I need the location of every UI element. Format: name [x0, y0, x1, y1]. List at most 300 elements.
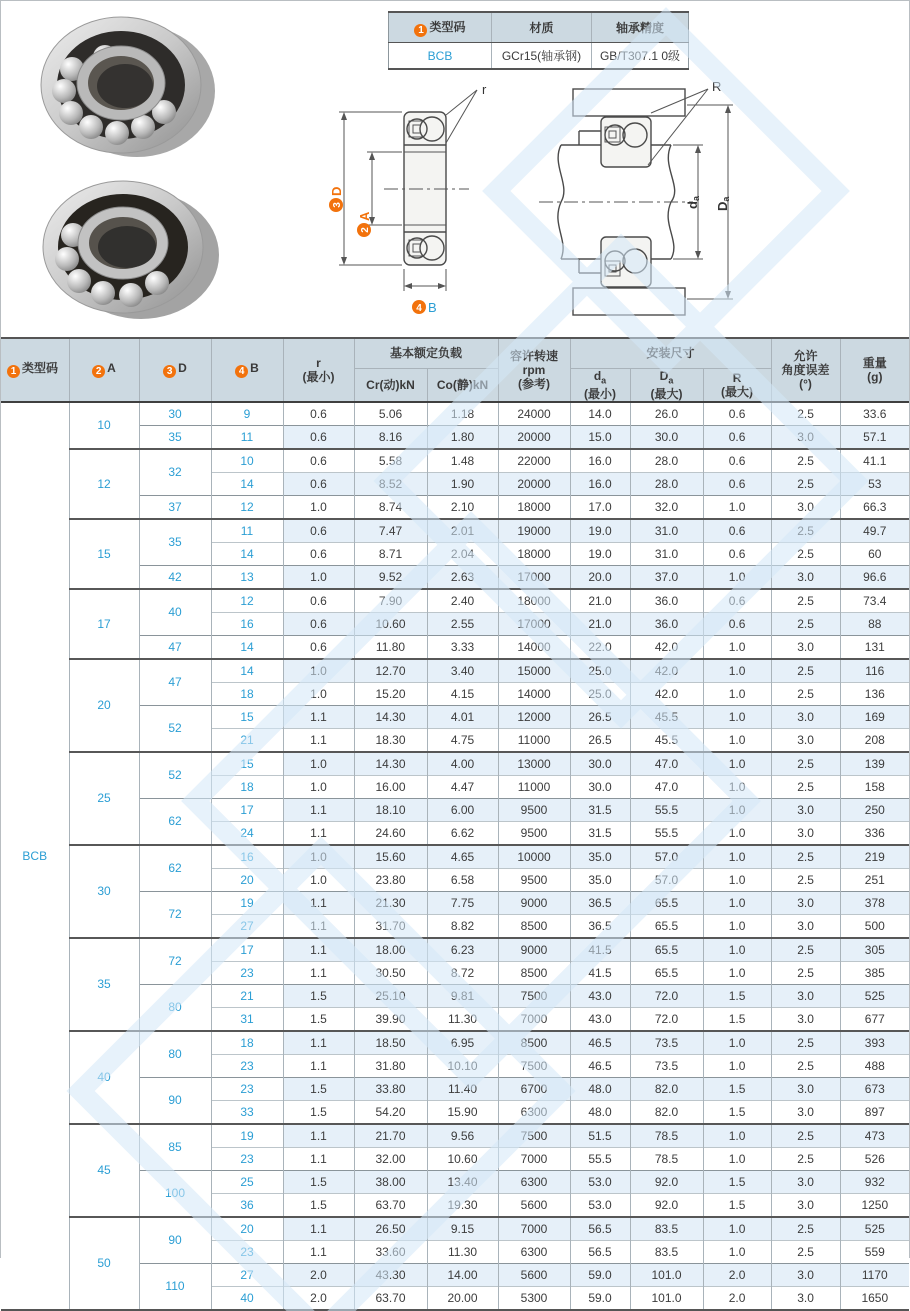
cell-rpm: 7500 — [498, 1054, 570, 1077]
cell-R: 1.0 — [703, 914, 771, 938]
svg-text:4: 4 — [416, 303, 422, 314]
cell-d-group: 47 — [139, 635, 211, 659]
cell-rpm: 7000 — [498, 1147, 570, 1170]
main-table-tbody — [1, 402, 909, 1310]
cell-R: 1.0 — [703, 1217, 771, 1241]
cell-b: 23 — [211, 961, 283, 984]
cell-cr: 18.10 — [354, 798, 427, 821]
cell-cr: 8.52 — [354, 472, 427, 495]
cell-r: 1.5 — [283, 1007, 354, 1031]
badge-1: 1 — [414, 24, 427, 37]
cell-weight: 1650 — [840, 1286, 909, 1310]
header-co: Co(静)kN — [427, 368, 498, 402]
cell-co: 2.01 — [427, 519, 498, 543]
table-row — [1, 845, 909, 869]
cell-da: 59.0 — [570, 1263, 630, 1286]
cell-R: 1.0 — [703, 728, 771, 752]
cell-b: 20 — [211, 868, 283, 891]
cell-b: 21 — [211, 984, 283, 1007]
cell-a-group: 30 — [69, 845, 139, 938]
cell-rpm: 22000 — [498, 449, 570, 473]
label-A — [357, 211, 372, 237]
cell-co: 13.40 — [427, 1170, 498, 1193]
cell-da: 41.5 — [570, 938, 630, 962]
cell-d-group: 80 — [139, 984, 211, 1031]
cell-weight: 526 — [840, 1147, 909, 1170]
cell-weight: 219 — [840, 845, 909, 869]
table-row — [1, 1217, 909, 1241]
header-type-code: 1 类型码 — [1, 338, 69, 402]
cell-weight: 53 — [840, 472, 909, 495]
cell-r: 1.0 — [283, 565, 354, 589]
cell-Da: 101.0 — [630, 1263, 703, 1286]
cell-rpm: 5600 — [498, 1193, 570, 1217]
cell-Da: 82.0 — [630, 1100, 703, 1124]
cell-Da: 65.5 — [630, 961, 703, 984]
cell-weight: 1170 — [840, 1263, 909, 1286]
cell-R: 1.0 — [703, 1054, 771, 1077]
cell-r: 1.1 — [283, 798, 354, 821]
cell-rpm: 9500 — [498, 821, 570, 845]
cell-angle: 2.5 — [771, 845, 840, 869]
cell-b: 11 — [211, 519, 283, 543]
cell-b: 16 — [211, 845, 283, 869]
cell-angle: 2.5 — [771, 1124, 840, 1148]
cell-angle: 2.5 — [771, 519, 840, 543]
cell-co: 9.15 — [427, 1217, 498, 1241]
cell-d-group: 62 — [139, 845, 211, 892]
cell-r: 1.1 — [283, 821, 354, 845]
info-header-row — [389, 12, 689, 43]
cell-r: 0.6 — [283, 472, 354, 495]
cell-r: 1.1 — [283, 728, 354, 752]
cell-cr: 63.70 — [354, 1286, 427, 1310]
cell-r: 1.0 — [283, 775, 354, 798]
cell-co: 1.80 — [427, 425, 498, 449]
cell-rpm: 6300 — [498, 1170, 570, 1193]
cell-Da: 31.0 — [630, 542, 703, 565]
cell-angle: 3.0 — [771, 425, 840, 449]
cell-r: 1.5 — [283, 984, 354, 1007]
cell-co: 4.65 — [427, 845, 498, 869]
cell-weight: 1250 — [840, 1193, 909, 1217]
cell-rpm: 13000 — [498, 752, 570, 776]
cell-Da: 47.0 — [630, 752, 703, 776]
cell-rpm: 18000 — [498, 495, 570, 519]
cell-Da: 57.0 — [630, 868, 703, 891]
cell-R: 1.5 — [703, 1100, 771, 1124]
cell-da: 20.0 — [570, 565, 630, 589]
cell-da: 21.0 — [570, 612, 630, 635]
cell-rpm: 17000 — [498, 565, 570, 589]
cell-weight: 57.1 — [840, 425, 909, 449]
cell-d-group: 47 — [139, 659, 211, 706]
cell-r: 0.6 — [283, 519, 354, 543]
cell-a-group: 45 — [69, 1124, 139, 1217]
label-Da — [715, 196, 731, 211]
cell-weight: 169 — [840, 705, 909, 728]
cell-Da: 78.5 — [630, 1147, 703, 1170]
cell-cr: 24.60 — [354, 821, 427, 845]
cell-b: 23 — [211, 1077, 283, 1100]
label-R: R — [712, 79, 722, 94]
cell-cr: 12.70 — [354, 659, 427, 683]
cell-da: 21.0 — [570, 589, 630, 613]
cell-a-group: 20 — [69, 659, 139, 752]
cell-b: 18 — [211, 775, 283, 798]
cell-co: 20.00 — [427, 1286, 498, 1310]
cell-angle: 2.5 — [771, 449, 840, 473]
cell-da: 56.5 — [570, 1217, 630, 1241]
cell-b: 25 — [211, 1170, 283, 1193]
cell-rpm: 9000 — [498, 891, 570, 914]
cell-r: 0.6 — [283, 635, 354, 659]
cell-a-group: 12 — [69, 449, 139, 519]
cell-co: 10.10 — [427, 1054, 498, 1077]
cell-rpm: 6300 — [498, 1100, 570, 1124]
cell-da: 15.0 — [570, 425, 630, 449]
cell-R: 1.0 — [703, 845, 771, 869]
cell-d-group: 40 — [139, 589, 211, 636]
cell-weight: 73.4 — [840, 589, 909, 613]
cell-r: 0.6 — [283, 612, 354, 635]
cell-cr: 15.60 — [354, 845, 427, 869]
cell-b: 23 — [211, 1240, 283, 1263]
cell-d-group: 42 — [139, 565, 211, 589]
cell-r: 1.0 — [283, 845, 354, 869]
cell-R: 0.6 — [703, 542, 771, 565]
header-speed: 容许转速 rpm (参考) — [498, 338, 570, 402]
cell-R: 1.0 — [703, 705, 771, 728]
cell-rpm: 11000 — [498, 728, 570, 752]
cell-weight: 525 — [840, 1217, 909, 1241]
cell-cr: 31.80 — [354, 1054, 427, 1077]
table-row — [1, 752, 909, 776]
badge-1: 1 — [7, 365, 20, 378]
cell-cr: 14.30 — [354, 752, 427, 776]
cell-rpm: 5300 — [498, 1286, 570, 1310]
cell-da: 55.5 — [570, 1147, 630, 1170]
cell-R: 2.0 — [703, 1263, 771, 1286]
cell-R: 2.0 — [703, 1286, 771, 1310]
cell-weight: 136 — [840, 682, 909, 705]
cell-r: 1.1 — [283, 914, 354, 938]
cell-R: 1.0 — [703, 938, 771, 962]
cell-rpm: 24000 — [498, 402, 570, 426]
cell-R: 1.5 — [703, 1170, 771, 1193]
cell-cr: 30.50 — [354, 961, 427, 984]
cell-cr: 31.70 — [354, 914, 427, 938]
cell-weight: 673 — [840, 1077, 909, 1100]
cell-angle: 3.0 — [771, 1077, 840, 1100]
cell-da: 25.0 — [570, 682, 630, 705]
cell-rpm: 7500 — [498, 1124, 570, 1148]
cell-Da: 92.0 — [630, 1193, 703, 1217]
cell-cr: 26.50 — [354, 1217, 427, 1241]
cell-co: 4.75 — [427, 728, 498, 752]
cell-co: 8.82 — [427, 914, 498, 938]
cell-da: 51.5 — [570, 1124, 630, 1148]
cell-r: 0.6 — [283, 425, 354, 449]
cell-R: 0.6 — [703, 612, 771, 635]
cell-a-group: 50 — [69, 1217, 139, 1310]
cell-Da: 47.0 — [630, 775, 703, 798]
cell-angle: 2.5 — [771, 659, 840, 683]
table-row — [1, 938, 909, 962]
cell-R: 0.6 — [703, 425, 771, 449]
cell-cr: 32.00 — [354, 1147, 427, 1170]
cell-Da: 65.5 — [630, 891, 703, 914]
cell-weight: 393 — [840, 1031, 909, 1055]
cell-da: 53.0 — [570, 1170, 630, 1193]
cell-co: 6.23 — [427, 938, 498, 962]
table-row — [1, 659, 909, 683]
cell-co: 19.30 — [427, 1193, 498, 1217]
header-a: 2 A — [69, 338, 139, 402]
header-b: 4 B — [211, 338, 283, 402]
cell-b: 15 — [211, 752, 283, 776]
cell-cr: 8.16 — [354, 425, 427, 449]
cell-b: 17 — [211, 938, 283, 962]
cell-cr: 21.70 — [354, 1124, 427, 1148]
info-header-type-code: 1 类型码 — [389, 12, 492, 43]
cell-cr: 8.71 — [354, 542, 427, 565]
cell-co: 4.47 — [427, 775, 498, 798]
cell-rpm: 10000 — [498, 845, 570, 869]
info-table — [388, 11, 689, 70]
cell-rpm: 19000 — [498, 519, 570, 543]
cell-co: 10.60 — [427, 1147, 498, 1170]
cell-da: 46.5 — [570, 1031, 630, 1055]
cell-b: 27 — [211, 1263, 283, 1286]
cell-weight: 488 — [840, 1054, 909, 1077]
cell-angle: 3.0 — [771, 1286, 840, 1310]
cell-da: 19.0 — [570, 542, 630, 565]
table-row — [1, 519, 909, 543]
cell-Da: 28.0 — [630, 472, 703, 495]
cell-b: 18 — [211, 682, 283, 705]
cell-weight: 66.3 — [840, 495, 909, 519]
cell-cr: 5.06 — [354, 402, 427, 426]
cell-R: 1.0 — [703, 1147, 771, 1170]
cell-d-group: 35 — [139, 519, 211, 566]
svg-text:D: D — [329, 186, 344, 196]
cell-angle: 2.5 — [771, 868, 840, 891]
cell-b: 14 — [211, 542, 283, 565]
cell-Da: 101.0 — [630, 1286, 703, 1310]
cell-r: 0.6 — [283, 589, 354, 613]
cell-da: 30.0 — [570, 775, 630, 798]
cell-rpm: 8500 — [498, 1031, 570, 1055]
cell-angle: 3.0 — [771, 821, 840, 845]
svg-text:B: B — [428, 300, 437, 315]
cell-rpm: 6700 — [498, 1077, 570, 1100]
bearing-photo-1 — [9, 9, 249, 167]
cell-da: 53.0 — [570, 1193, 630, 1217]
cell-weight: 677 — [840, 1007, 909, 1031]
cell-R: 0.6 — [703, 519, 771, 543]
cell-R: 0.6 — [703, 449, 771, 473]
cell-R: 1.0 — [703, 961, 771, 984]
info-material-value: GCr15(轴承钢) — [492, 43, 592, 70]
cell-da: 48.0 — [570, 1100, 630, 1124]
cell-da: 41.5 — [570, 961, 630, 984]
cell-d-group: 90 — [139, 1077, 211, 1124]
main-table-header — [1, 338, 909, 402]
cell-R: 1.5 — [703, 1007, 771, 1031]
cell-Da: 42.0 — [630, 659, 703, 683]
cell-angle: 3.0 — [771, 798, 840, 821]
cell-cr: 38.00 — [354, 1170, 427, 1193]
cell-d-group: 85 — [139, 1124, 211, 1171]
cell-r: 1.1 — [283, 1147, 354, 1170]
cell-b: 19 — [211, 891, 283, 914]
cell-Da: 65.5 — [630, 914, 703, 938]
cell-b: 36 — [211, 1193, 283, 1217]
cell-R: 1.0 — [703, 891, 771, 914]
info-header-material: 材质 — [492, 12, 592, 43]
cell-rpm: 8500 — [498, 961, 570, 984]
cell-R: 1.0 — [703, 682, 771, 705]
cell-weight: 473 — [840, 1124, 909, 1148]
table-row — [1, 402, 909, 426]
cell-rpm: 12000 — [498, 705, 570, 728]
cell-cr: 21.30 — [354, 891, 427, 914]
cell-b: 33 — [211, 1100, 283, 1124]
cell-b: 19 — [211, 1124, 283, 1148]
cell-angle: 2.5 — [771, 1240, 840, 1263]
cell-Da: 65.5 — [630, 938, 703, 962]
cell-weight: 336 — [840, 821, 909, 845]
cell-a-group: 10 — [69, 402, 139, 449]
cell-b: 13 — [211, 565, 283, 589]
cell-da: 26.5 — [570, 705, 630, 728]
cell-R: 1.0 — [703, 565, 771, 589]
cell-da: 46.5 — [570, 1054, 630, 1077]
cell-cr: 5.58 — [354, 449, 427, 473]
cell-rpm: 9500 — [498, 798, 570, 821]
cell-Da: 32.0 — [630, 495, 703, 519]
cell-angle: 2.5 — [771, 1217, 840, 1241]
cell-weight: 378 — [840, 891, 909, 914]
cell-Da: 83.5 — [630, 1240, 703, 1263]
cell-rpm: 8500 — [498, 914, 570, 938]
cell-co: 1.90 — [427, 472, 498, 495]
cell-rpm: 7000 — [498, 1007, 570, 1031]
cell-weight: 559 — [840, 1240, 909, 1263]
cell-rpm: 7500 — [498, 984, 570, 1007]
cell-angle: 2.5 — [771, 752, 840, 776]
cell-R: 1.0 — [703, 1031, 771, 1055]
cell-angle: 3.0 — [771, 495, 840, 519]
cell-Da: 73.5 — [630, 1054, 703, 1077]
cell-cr: 16.00 — [354, 775, 427, 798]
cell-Da: 55.5 — [630, 798, 703, 821]
cell-b: 17 — [211, 798, 283, 821]
cell-Da: 78.5 — [630, 1124, 703, 1148]
cell-da: 56.5 — [570, 1240, 630, 1263]
cell-da: 35.0 — [570, 868, 630, 891]
cell-Da: 28.0 — [630, 449, 703, 473]
cell-b: 27 — [211, 914, 283, 938]
cell-co: 4.01 — [427, 705, 498, 728]
cell-co: 2.40 — [427, 589, 498, 613]
cell-d-group: 35 — [139, 425, 211, 449]
cell-r: 1.1 — [283, 1054, 354, 1077]
cell-b: 12 — [211, 495, 283, 519]
cell-a-group: 25 — [69, 752, 139, 845]
cell-cr: 39.90 — [354, 1007, 427, 1031]
cell-r: 1.1 — [283, 891, 354, 914]
cell-R: 1.0 — [703, 659, 771, 683]
cell-Da: 72.0 — [630, 984, 703, 1007]
cell-angle: 3.0 — [771, 1100, 840, 1124]
label-da — [685, 195, 701, 209]
cell-da: 25.0 — [570, 659, 630, 683]
cell-Da: 31.0 — [630, 519, 703, 543]
cell-weight: 305 — [840, 938, 909, 962]
cell-co: 14.00 — [427, 1263, 498, 1286]
cell-weight: 208 — [840, 728, 909, 752]
cell-rpm: 14000 — [498, 635, 570, 659]
cell-cr: 15.20 — [354, 682, 427, 705]
cell-R: 1.0 — [703, 1124, 771, 1148]
cell-R: 1.5 — [703, 1193, 771, 1217]
info-header-precision: 轴承精度 — [592, 12, 689, 43]
cell-Da: 82.0 — [630, 1077, 703, 1100]
cell-co: 2.55 — [427, 612, 498, 635]
table-row — [1, 449, 909, 473]
cell-rpm: 9500 — [498, 868, 570, 891]
cell-Da: 57.0 — [630, 845, 703, 869]
cell-Da: 30.0 — [630, 425, 703, 449]
cell-r: 1.0 — [283, 495, 354, 519]
cell-R: 1.0 — [703, 821, 771, 845]
cell-b: 31 — [211, 1007, 283, 1031]
header-da: $d_a$ (最小) — [570, 368, 630, 402]
cell-angle: 2.5 — [771, 402, 840, 426]
cell-R: 1.0 — [703, 775, 771, 798]
cell-R: 1.0 — [703, 798, 771, 821]
cell-weight: 33.6 — [840, 402, 909, 426]
cell-Da: 72.0 — [630, 1007, 703, 1031]
cell-angle: 3.0 — [771, 565, 840, 589]
cell-type-code: BCB — [1, 402, 69, 1310]
cell-da: 48.0 — [570, 1077, 630, 1100]
cell-rpm: 18000 — [498, 542, 570, 565]
cell-r: 0.6 — [283, 449, 354, 473]
cell-r: 1.1 — [283, 961, 354, 984]
cell-cr: 8.74 — [354, 495, 427, 519]
cell-da: 16.0 — [570, 472, 630, 495]
cell-angle: 2.5 — [771, 1031, 840, 1055]
cell-co: 2.63 — [427, 565, 498, 589]
cell-Da: 36.0 — [630, 589, 703, 613]
cell-co: 9.56 — [427, 1124, 498, 1148]
cell-angle: 2.5 — [771, 542, 840, 565]
cell-rpm: 15000 — [498, 659, 570, 683]
cell-R: 0.6 — [703, 472, 771, 495]
cell-angle: 3.0 — [771, 914, 840, 938]
cell-co: 11.30 — [427, 1240, 498, 1263]
label-r: r — [482, 82, 487, 97]
cell-b: 23 — [211, 1147, 283, 1170]
cell-rpm: 9000 — [498, 938, 570, 962]
badge-3: 3 — [163, 365, 176, 378]
cell-rpm: 11000 — [498, 775, 570, 798]
main-spec-table — [1, 337, 909, 1311]
cell-rpm: 5600 — [498, 1263, 570, 1286]
